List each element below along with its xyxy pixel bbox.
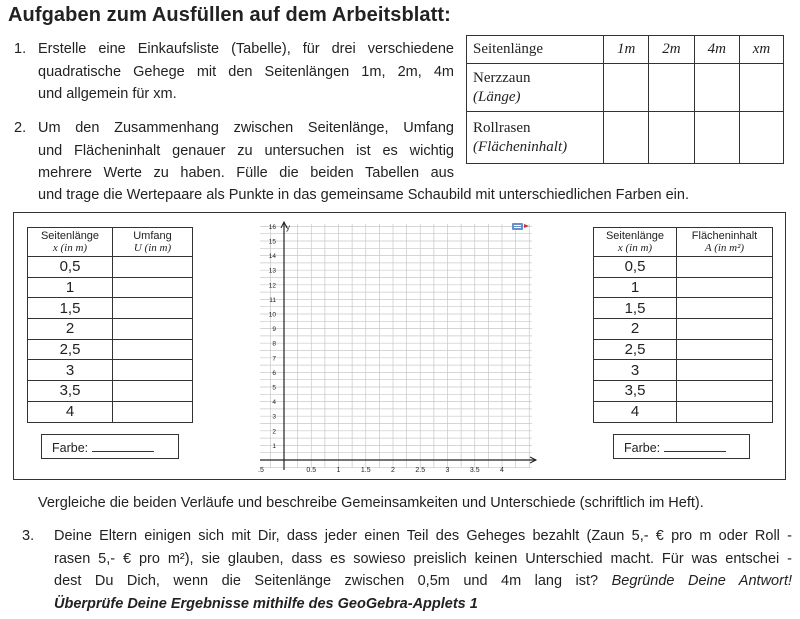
table-cell: 3,5 — [594, 381, 677, 402]
table-input-cell[interactable] — [113, 381, 193, 402]
table-cell: 3 — [28, 360, 113, 381]
y-tick-label: 14 — [268, 253, 276, 261]
perimeter-table — [27, 227, 193, 423]
table-header-cell: xm — [739, 36, 783, 64]
x-tick-label: 1.5 — [360, 467, 371, 474]
table-cell: 4 — [594, 401, 677, 422]
task-3-line: rasen 5,- € pro m²), sie glauben, dass es sowieso preislich keinen Unterschied macht. Für was entschei - — [54, 550, 792, 567]
y-tick-label: 6 — [272, 369, 276, 377]
table-cell[interactable] — [694, 112, 739, 164]
table-cell: 3,5 — [28, 381, 113, 402]
table-input-cell[interactable] — [677, 277, 773, 298]
color-field-left[interactable]: Farbe: — [41, 434, 179, 459]
table-cell[interactable] — [604, 64, 649, 112]
table-input-cell[interactable] — [677, 401, 773, 422]
table-cell: 2,5 — [594, 339, 677, 360]
toolbar-icon — [512, 223, 529, 230]
task-2-line: mehrere Werte zu haben. Fülle die beiden Tabellen aus — [38, 165, 454, 181]
table-cell[interactable] — [649, 64, 694, 112]
table-header-cell: Seitenlänge x (in m) — [594, 228, 677, 257]
task-1-line: Erstelle eine Einkaufsliste (Tabelle), für drei verschiedene — [38, 41, 454, 57]
x-tick-label: .5 — [258, 467, 264, 474]
x-tick-label: 4 — [500, 467, 504, 474]
task-3-italic: Begründe Deine Antwort! — [611, 573, 792, 589]
table-input-cell[interactable] — [677, 339, 773, 360]
table-header-cell: 1m — [604, 36, 649, 64]
y-tick-label: 9 — [272, 326, 276, 334]
table-header-cell: 2m — [649, 36, 694, 64]
y-tick-label: 5 — [272, 384, 276, 392]
task-1-line: und allgemein für xm. — [38, 86, 177, 102]
y-tick-label: 13 — [268, 267, 276, 275]
table-cell: 2,5 — [28, 339, 113, 360]
table-input-cell[interactable] — [113, 339, 193, 360]
y-tick-label: 8 — [272, 340, 276, 348]
task-1-number: 1. — [14, 41, 27, 57]
x-tick-label: 3.5 — [469, 467, 480, 474]
task-3-line: Deine Eltern einigen sich mit Dir, dass jeder einen Teil des Geheges bezahlt (Zaun 5,- € pro m oder Roll - — [54, 528, 792, 544]
table-cell: 1,5 — [594, 298, 677, 319]
area-table — [593, 227, 773, 423]
page-title: Aufgaben zum Ausfüllen auf dem Arbeitsblatt: — [8, 4, 451, 26]
y-tick-label: 10 — [268, 311, 276, 319]
y-tick-label: 1 — [272, 442, 276, 450]
x-tick-label: 2.5 — [415, 467, 426, 474]
shopping-table — [466, 35, 784, 164]
table-header-cell: Seitenlänge x (in m) — [28, 228, 113, 257]
table-cell: 4 — [28, 401, 113, 422]
table-input-cell[interactable] — [677, 319, 773, 340]
y-tick-label: 11 — [269, 296, 276, 304]
y-axis-label: y — [286, 223, 290, 232]
task-3-bold-line: Überprüfe Deine Ergebnisse mithilfe des GeoGebra-Applets 1 — [54, 595, 478, 612]
table-header-cell: Umfang U (in m) — [113, 228, 193, 257]
task-3-line: dest Du Dich, wenn die Seitenlänge zwischen 0,5m und 4m lang ist? Begründe Deine Antwort! — [54, 573, 792, 589]
table-input-cell[interactable] — [677, 257, 773, 278]
table-input-cell[interactable] — [113, 277, 193, 298]
y-tick-label: 4 — [272, 399, 276, 407]
table-cell[interactable] — [739, 112, 783, 164]
table-header-cell: 4m — [694, 36, 739, 64]
table-cell[interactable] — [604, 112, 649, 164]
x-tick-label: 2 — [391, 467, 395, 474]
y-tick-label: 3 — [272, 413, 276, 421]
coordinate-grid[interactable] — [250, 218, 540, 474]
table-input-cell[interactable] — [677, 298, 773, 319]
table-cell: 3 — [594, 360, 677, 381]
x-tick-label: 1 — [336, 467, 341, 474]
table-cell[interactable] — [739, 64, 783, 112]
x-tick-label: 3 — [445, 467, 450, 474]
table-input-cell[interactable] — [113, 298, 193, 319]
table-row-label: Nerzzaun (Länge) — [467, 64, 604, 112]
y-tick-label: 16 — [268, 223, 276, 231]
table-cell: 1 — [28, 277, 113, 298]
table-cell: 0,5 — [594, 257, 677, 278]
table-cell: 2 — [594, 319, 677, 340]
color-field-right[interactable]: Farbe: — [613, 434, 750, 459]
table-input-cell[interactable] — [113, 401, 193, 422]
task-1 — [14, 38, 454, 108]
table-input-cell[interactable] — [113, 319, 193, 340]
table-cell: 0,5 — [28, 257, 113, 278]
table-cell: 1,5 — [28, 298, 113, 319]
task-2-line: und Flächeninhalt genauer zu untersuchen ist es wichtig — [38, 142, 454, 159]
y-tick-label: 12 — [268, 282, 276, 290]
table-cell[interactable] — [694, 64, 739, 112]
table-cell: 1 — [594, 277, 677, 298]
y-tick-label: 2 — [272, 428, 276, 436]
task-3-number: 3. — [22, 528, 35, 544]
table-row-label: Rollrasen (Flächeninhalt) — [467, 112, 604, 164]
table-input-cell[interactable] — [677, 360, 773, 381]
task-2-number: 2. — [14, 120, 27, 136]
table-cell[interactable] — [649, 112, 694, 164]
task-2-line: und trage die Wertepaare als Punkte in das gemeinsame Schaubild mit unterschiedlichen Farben ein. — [38, 187, 689, 203]
y-tick-label: 7 — [272, 355, 276, 363]
table-input-cell[interactable] — [113, 360, 193, 381]
x-tick-label: 0.5 — [306, 467, 317, 474]
task-3 — [22, 525, 792, 617]
task-2-line: Um den Zusammenhang zwischen Seitenlänge, Umfang — [38, 120, 454, 136]
table-input-cell[interactable] — [113, 257, 193, 278]
table-header-cell: Seitenlänge — [467, 36, 604, 64]
compare-instruction: Vergleiche die beiden Verläufe und beschreibe Gemeinsamkeiten und Unterschiede (schriftlich im Heft). — [38, 495, 704, 511]
table-cell: 2 — [28, 319, 113, 340]
y-tick-label: 15 — [268, 238, 276, 246]
table-input-cell[interactable] — [677, 381, 773, 402]
task-1-line: quadratische Gehege mit den Seitenlängen 1m, 2m, 4m — [38, 63, 454, 80]
table-header-cell: Flächeninhalt A (in m²) — [677, 228, 773, 257]
